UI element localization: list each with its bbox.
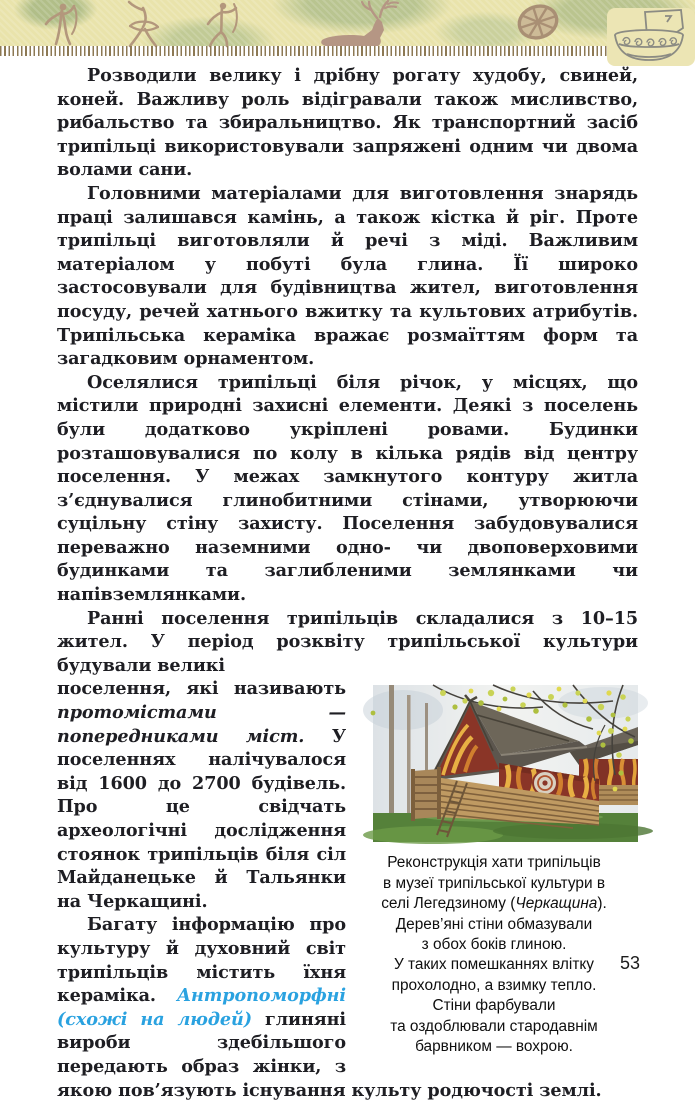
cave-art-human-figure-1: [46, 4, 76, 44]
trypillian-house-reconstruction-photo: [373, 685, 638, 842]
caption-line: селі Легедзиному (Черкащина).: [381, 895, 607, 913]
fringe-divider: [0, 46, 695, 56]
cave-art-human-figure-2: [129, 2, 158, 46]
caption-line: У таких помешканнях влітку: [394, 956, 594, 974]
caption-line: з обох боків глиною.: [421, 936, 567, 954]
italic-term-protocities: протомістами — попередниками міст.: [57, 702, 346, 747]
cave-art-strip: [0, 0, 695, 46]
paragraph-protocities-intro: Ранні поселення трипільців складалися з 10–15 жител. У період розквіту трипільської культури будували великі: [57, 607, 638, 676]
cave-art-deer: [321, 1, 398, 46]
paragraph-husbandry: Розводили велику і дрібну рогату худобу, свиней, коней. Важливу роль відігравали також мисливство, рибальство та збиральництво. Як транспортний засіб трипільці використовували запряжені одним чи двома волами сани.: [57, 65, 638, 181]
caption-line: Реконструкція хати трипільців: [387, 854, 601, 872]
house-figure: [350, 685, 638, 1057]
glossary-term-anthropomorphic: Антропоморфні (схожі на людей): [57, 985, 346, 1030]
decorative-header-band: [0, 0, 695, 46]
caption-line: Стіни фарбували: [432, 997, 556, 1015]
paragraph-ceramics: Багату інформацію про культуру й духовний світ трипільців містить їхня кераміка. Антропоморфні (схожі на людей) глиняні вироби здебільшого передають образ жінки, з якою пов’язують існування культу родючості землі.: [57, 914, 602, 1101]
caption-line: прохолодно, а взимку тепло.: [391, 976, 597, 994]
cave-art-wheel: [515, 1, 561, 42]
page-body-text: [57, 64, 638, 1102]
caption-line: та оздоблювали стародавнім: [390, 1017, 598, 1035]
cave-art-human-figure-3: [208, 3, 237, 46]
figure-caption: [350, 853, 638, 1057]
paragraph-settlement-layout: Оселялися трипільці біля річок, у місцях, що містили природні захисні елементи. Деякі з поселень були додатково укріплені ровами. Будинки розташовувалися по колу в кілька рядів від центру поселення. У межах замкнутого контуру житла з’єднувалися глинобитними стінами, утворюючи суцільну стіну захисту. Поселення забудовувалися переважно наземними одно- чи двоповерховими будинками та заглибленими землянками чи напівземлянками.: [57, 371, 638, 606]
caption-line: барвником — вохрою.: [415, 1038, 573, 1056]
caption-line: в музеї трипільської культури в: [383, 874, 605, 892]
paragraph-materials: Головними матеріалами для виготовлення знарядь праці залишався камінь, а також кістка й ріг. Проте трипільці виготовляли й речі з міді. Важливим матеріалом у побуті була глина. Її широко застосовували для будівництва жител, виготовлення посуду, речей хатнього вжитку та культових атрибутів. Трипільська кераміка вражає розмаїттям форм та загадковим орнаментом.: [57, 182, 638, 370]
page-number: 53: [619, 953, 640, 973]
text-wrap-zone: [57, 677, 638, 1102]
paragraph-protocities-continued: поселення, які називають протомістами — попередниками міст. У поселеннях налічувалося від 1600 до 2700 будівель. Про це свідчать археологічні дослідження стоянок трипільців біля сіл Майданецьке й Тальянки на Черкащині.: [57, 678, 346, 912]
caption-line: Дерев’яні стіни обмазували: [395, 915, 593, 933]
